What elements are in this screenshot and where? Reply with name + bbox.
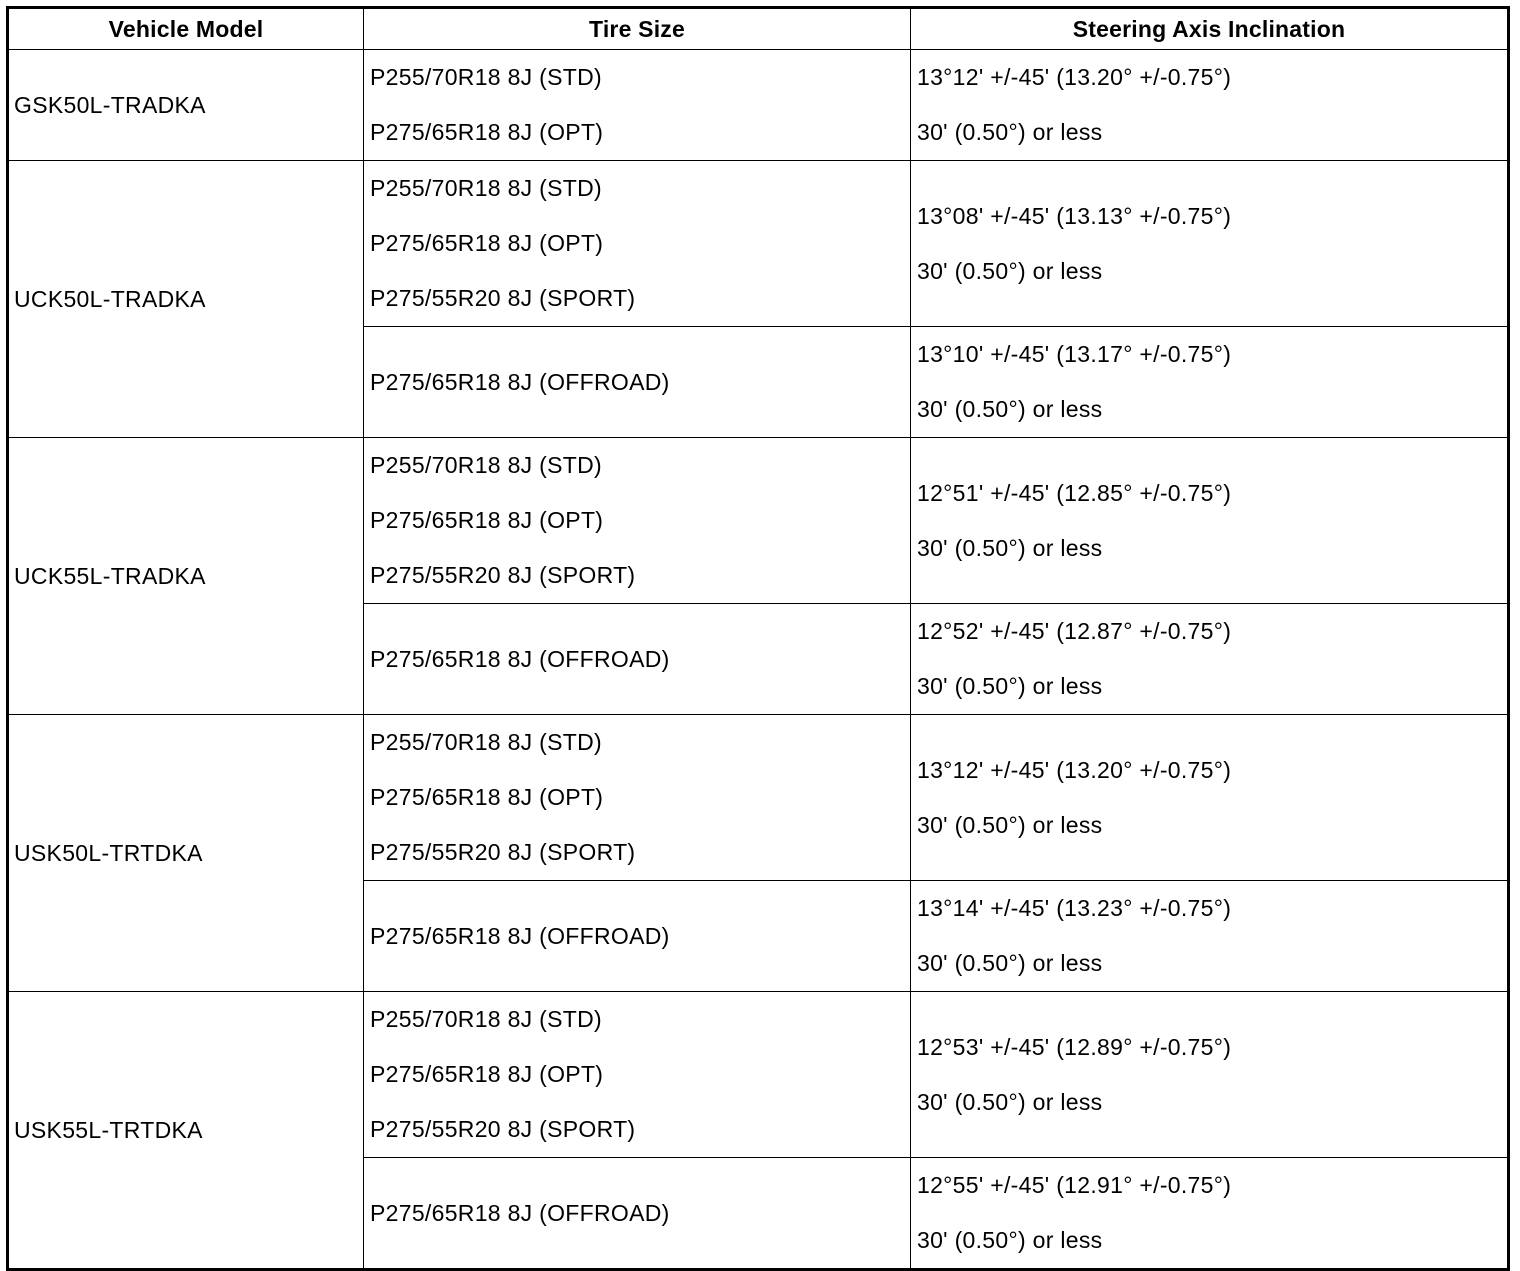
table-row bbox=[8, 715, 1509, 881]
tire-size: P275/65R18 8J (OPT) bbox=[370, 119, 604, 145]
tire-size-cell bbox=[364, 438, 911, 604]
vehicle-model-cell: GSK50L-TRADKA bbox=[8, 50, 364, 161]
sai-difference: 30' (0.50°) or less bbox=[917, 1088, 1103, 1115]
tire-size: P255/70R18 8J (STD) bbox=[370, 452, 602, 478]
sai-value: 12°52' +/-45' (12.87° +/-0.75°) bbox=[917, 618, 1232, 644]
tire-size-cell bbox=[364, 881, 911, 992]
sai-cell bbox=[911, 604, 1509, 715]
tire-size: P275/65R18 8J (OPT) bbox=[370, 230, 604, 256]
sai-difference: 30' (0.50°) or less bbox=[917, 1227, 1103, 1253]
sai-difference: 30' (0.50°) or less bbox=[917, 673, 1103, 699]
sai-value: 13°14' +/-45' (13.23° +/-0.75°) bbox=[917, 895, 1232, 921]
vehicle-model-cell: UCK55L-TRADKA bbox=[8, 438, 364, 715]
sai-value: 12°51' +/-45' (12.85° +/-0.75°) bbox=[917, 479, 1232, 506]
tire-size: P275/65R18 8J (OPT) bbox=[370, 784, 604, 810]
tire-size: P255/70R18 8J (STD) bbox=[370, 729, 602, 755]
header-steering-axis-inclination: Steering Axis Inclination bbox=[911, 8, 1509, 50]
sai-difference: 30' (0.50°) or less bbox=[917, 257, 1103, 284]
table-row bbox=[8, 50, 1509, 161]
tire-size: P275/65R18 8J (OPT) bbox=[370, 1061, 604, 1087]
tire-size: P275/55R20 8J (SPORT) bbox=[370, 1116, 636, 1142]
table-row bbox=[8, 438, 1509, 604]
tire-size: P275/55R20 8J (SPORT) bbox=[370, 285, 636, 311]
sai-difference: 30' (0.50°) or less bbox=[917, 811, 1103, 838]
sai-difference: 30' (0.50°) or less bbox=[917, 396, 1103, 422]
sai-cell bbox=[911, 881, 1509, 992]
tire-size-cell bbox=[364, 50, 911, 161]
sai-cell bbox=[911, 161, 1509, 327]
tire-size: P255/70R18 8J (STD) bbox=[370, 1006, 602, 1032]
tire-size: P275/55R20 8J (SPORT) bbox=[370, 562, 636, 588]
sai-difference: 30' (0.50°) or less bbox=[917, 119, 1103, 145]
tire-size: P275/65R18 8J (OFFROAD) bbox=[370, 922, 670, 949]
header-vehicle-model: Vehicle Model bbox=[8, 8, 364, 50]
tire-size: P275/65R18 8J (OPT) bbox=[370, 507, 604, 533]
tire-size-cell bbox=[364, 327, 911, 438]
vehicle-model-cell: UCK50L-TRADKA bbox=[8, 161, 364, 438]
table-row bbox=[8, 992, 1509, 1158]
sai-value: 13°12' +/-45' (13.20° +/-0.75°) bbox=[917, 64, 1232, 90]
header-row bbox=[8, 8, 1509, 50]
sai-value: 13°08' +/-45' (13.13° +/-0.75°) bbox=[917, 202, 1232, 229]
sai-cell bbox=[911, 992, 1509, 1158]
tire-size: P275/55R20 8J (SPORT) bbox=[370, 839, 636, 865]
table-body bbox=[8, 50, 1509, 1270]
table-row bbox=[8, 161, 1509, 327]
sai-difference: 30' (0.50°) or less bbox=[917, 950, 1103, 976]
tire-size: P255/70R18 8J (STD) bbox=[370, 64, 602, 90]
tire-size-cell bbox=[364, 604, 911, 715]
vehicle-model-cell: USK55L-TRTDKA bbox=[8, 992, 364, 1270]
tire-size: P275/65R18 8J (OFFROAD) bbox=[370, 368, 670, 395]
tire-size-cell bbox=[364, 1158, 911, 1270]
tire-size: P275/65R18 8J (OFFROAD) bbox=[370, 645, 670, 672]
sai-cell bbox=[911, 1158, 1509, 1270]
sai-value: 13°12' +/-45' (13.20° +/-0.75°) bbox=[917, 756, 1232, 783]
tire-size: P275/65R18 8J (OFFROAD) bbox=[370, 1199, 670, 1226]
tire-size-cell bbox=[364, 161, 911, 327]
sai-cell bbox=[911, 715, 1509, 881]
steering-axis-inclination-table bbox=[6, 6, 1510, 1271]
sai-value: 13°10' +/-45' (13.17° +/-0.75°) bbox=[917, 341, 1232, 367]
tire-size-cell bbox=[364, 992, 911, 1158]
tire-size: P255/70R18 8J (STD) bbox=[370, 175, 602, 201]
sai-value: 12°53' +/-45' (12.89° +/-0.75°) bbox=[917, 1033, 1232, 1060]
tire-size-cell bbox=[364, 715, 911, 881]
sai-cell bbox=[911, 327, 1509, 438]
vehicle-model-cell: USK50L-TRTDKA bbox=[8, 715, 364, 992]
sai-cell bbox=[911, 438, 1509, 604]
header-tire-size: Tire Size bbox=[364, 8, 911, 50]
sai-value: 12°55' +/-45' (12.91° +/-0.75°) bbox=[917, 1172, 1232, 1198]
sai-difference: 30' (0.50°) or less bbox=[917, 534, 1103, 561]
sai-cell bbox=[911, 50, 1509, 161]
